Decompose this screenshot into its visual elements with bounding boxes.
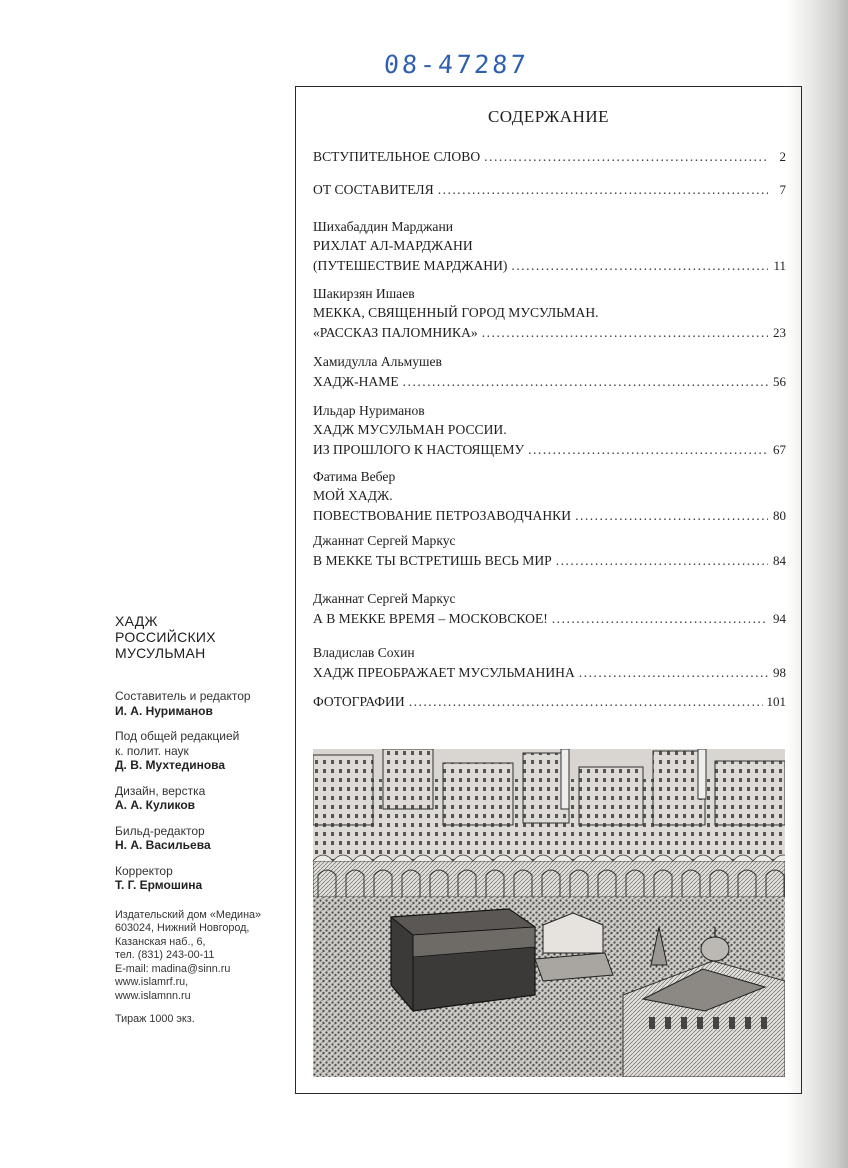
toc-entry-title: В МЕККЕ ТЫ ВСТРЕТИШЬ ВЕСЬ МИР <box>313 553 552 568</box>
credit-general-editor <box>115 729 290 773</box>
toc-page-number: 67 <box>773 442 786 457</box>
toc-leader-dots <box>575 505 768 526</box>
toc-page-number: 94 <box>773 611 786 626</box>
toc-entry[interactable] <box>313 691 786 712</box>
inventory-stamp: 08-47287 <box>382 50 530 79</box>
toc-leader-dots <box>484 146 768 167</box>
toc-author: Владислав Сохин <box>313 645 415 660</box>
toc-entry-title: ВСТУПИТЕЛЬНОЕ СЛОВО <box>313 149 481 164</box>
toc-entry[interactable] <box>313 352 786 392</box>
toc-entry-title: «РАССКАЗ ПАЛОМНИКА» <box>313 325 478 340</box>
credit-name: И. А. Нуриманов <box>115 703 213 718</box>
credit-compiler <box>115 689 290 718</box>
toc-entry[interactable] <box>313 284 786 343</box>
credit-proofreader <box>115 864 290 893</box>
credit-role: Дизайн, верстка <box>115 783 206 798</box>
toc-entry-title: А В МЕККЕ ВРЕМЯ – МОСКОВСКОЕ! <box>313 611 548 626</box>
toc-row <box>313 322 786 343</box>
credit-name: Т. Г. Ермошина <box>115 878 203 892</box>
toc-leader-dots <box>579 662 768 683</box>
toc-entry[interactable] <box>313 401 786 460</box>
credit-role: Составитель и редактор <box>115 689 251 703</box>
toc-author: Ильдар Нуриманов <box>313 403 425 418</box>
credit-role: Корректор <box>115 863 173 878</box>
toc-author: Фатима Вебер <box>313 469 396 484</box>
toc-title-line: ХАДЖ МУСУЛЬМАН РОССИИ. <box>313 422 507 437</box>
toc-page-number: 23 <box>773 325 786 340</box>
toc-leader-dots <box>409 691 763 712</box>
credit-photo-editor <box>115 824 290 853</box>
toc-row <box>313 691 786 712</box>
toc-entry[interactable] <box>313 467 786 526</box>
toc-entry[interactable] <box>313 643 786 683</box>
toc-title-line: МОЙ ХАДЖ. <box>313 488 393 503</box>
toc-row <box>313 439 786 460</box>
toc-page-number: 84 <box>773 553 786 568</box>
publisher-website: www.islamrf.ru, <box>115 976 189 988</box>
toc-entry-title: ИЗ ПРОШЛОГО К НАСТОЯЩЕМУ <box>313 442 525 457</box>
toc-leader-dots <box>403 371 768 392</box>
credit-role: Под общей редакцией <box>115 729 240 743</box>
toc-leader-dots <box>528 439 768 460</box>
credit-name: А. А. Куликов <box>115 798 196 812</box>
toc-author: Джаннат Сергей Маркус <box>313 533 456 548</box>
toc-entry[interactable] <box>313 589 786 629</box>
credit-design <box>115 784 290 813</box>
toc-page-number: 98 <box>773 665 786 680</box>
publisher-phone: тел. (831) 243-00-11 <box>115 949 215 961</box>
toc-author: Джаннат Сергей Маркус <box>313 591 456 606</box>
toc-row <box>313 255 786 276</box>
toc-entry[interactable] <box>313 217 786 276</box>
toc-entry-title: ХАДЖ-НАМЕ <box>313 374 399 389</box>
toc-row <box>313 550 786 571</box>
toc-entry[interactable] <box>313 179 786 200</box>
toc-leader-dots <box>552 608 768 629</box>
credit-name: Д. В. Мухтединова <box>115 758 226 772</box>
toc-page-number: 56 <box>773 374 786 389</box>
imprint-sidebar <box>115 613 290 1025</box>
publisher-info <box>115 909 290 1004</box>
book-title-line: МУСУЛЬМАН <box>115 645 206 661</box>
publisher-website: www.islamnn.ru <box>115 989 191 1002</box>
mecca-engraving-illustration <box>313 749 785 1077</box>
publisher-line: Издательский дом «Медина» <box>115 908 262 921</box>
toc-row <box>313 608 786 629</box>
contents-frame <box>295 86 802 1094</box>
toc-title-line: РИХЛАТ АЛ-МАРДЖАНИ <box>313 238 473 253</box>
toc-author: Хамидулла Альмушев <box>313 354 442 369</box>
toc-leader-dots <box>511 255 768 276</box>
credit-name: Н. А. Васильева <box>115 838 211 852</box>
toc-page-number: 7 <box>779 182 786 197</box>
publisher-line: 603024, Нижний Новгород, <box>115 922 250 934</box>
toc-row <box>313 179 786 200</box>
print-run: Тираж 1000 экз. <box>115 1013 195 1025</box>
toc-entry-title: (ПУТЕШЕСТВИЕ МАРДЖАНИ) <box>313 258 508 273</box>
toc-page-number: 101 <box>766 694 786 709</box>
toc-entry-title: ПОВЕСТВОВАНИЕ ПЕТРОЗАВОДЧАНКИ <box>313 508 572 523</box>
toc-row <box>313 146 786 167</box>
toc-leader-dots <box>438 179 768 200</box>
toc-entry-title: ФОТОГРАФИИ <box>313 694 405 709</box>
toc-leader-dots <box>482 322 768 343</box>
toc-leader-dots <box>556 550 768 571</box>
book-title-line: ХАДЖ <box>115 613 158 629</box>
publisher-email: E-mail: madina@sinn.ru <box>115 962 231 975</box>
toc-row <box>313 371 786 392</box>
publisher-line: Казанская наб., 6, <box>115 935 206 948</box>
credit-role: к. полит. наук <box>115 743 189 758</box>
toc-author: Шихабаддин Марджани <box>313 219 453 234</box>
book-title <box>115 613 290 661</box>
toc-page-number: 80 <box>773 508 786 523</box>
toc-entry[interactable] <box>313 146 786 167</box>
toc-author: Шакирзян Ишаев <box>313 286 415 301</box>
toc-row <box>313 505 786 526</box>
credit-role: Бильд-редактор <box>115 823 205 838</box>
toc-row <box>313 662 786 683</box>
contents-title: СОДЕРЖАНИЕ <box>487 107 610 126</box>
book-title-line: РОССИЙСКИХ <box>115 629 216 645</box>
toc-entry-title: ОТ СОСТАВИТЕЛЯ <box>313 182 434 197</box>
toc-entry[interactable] <box>313 531 786 571</box>
toc-title-line: МЕККА, СВЯЩЕННЫЙ ГОРОД МУСУЛЬМАН. <box>313 305 599 320</box>
toc-page-number: 2 <box>779 149 786 164</box>
toc-page-number: 11 <box>773 258 786 273</box>
toc-entry-title: ХАДЖ ПРЕОБРАЖАЕТ МУСУЛЬМАНИНА <box>313 665 575 680</box>
